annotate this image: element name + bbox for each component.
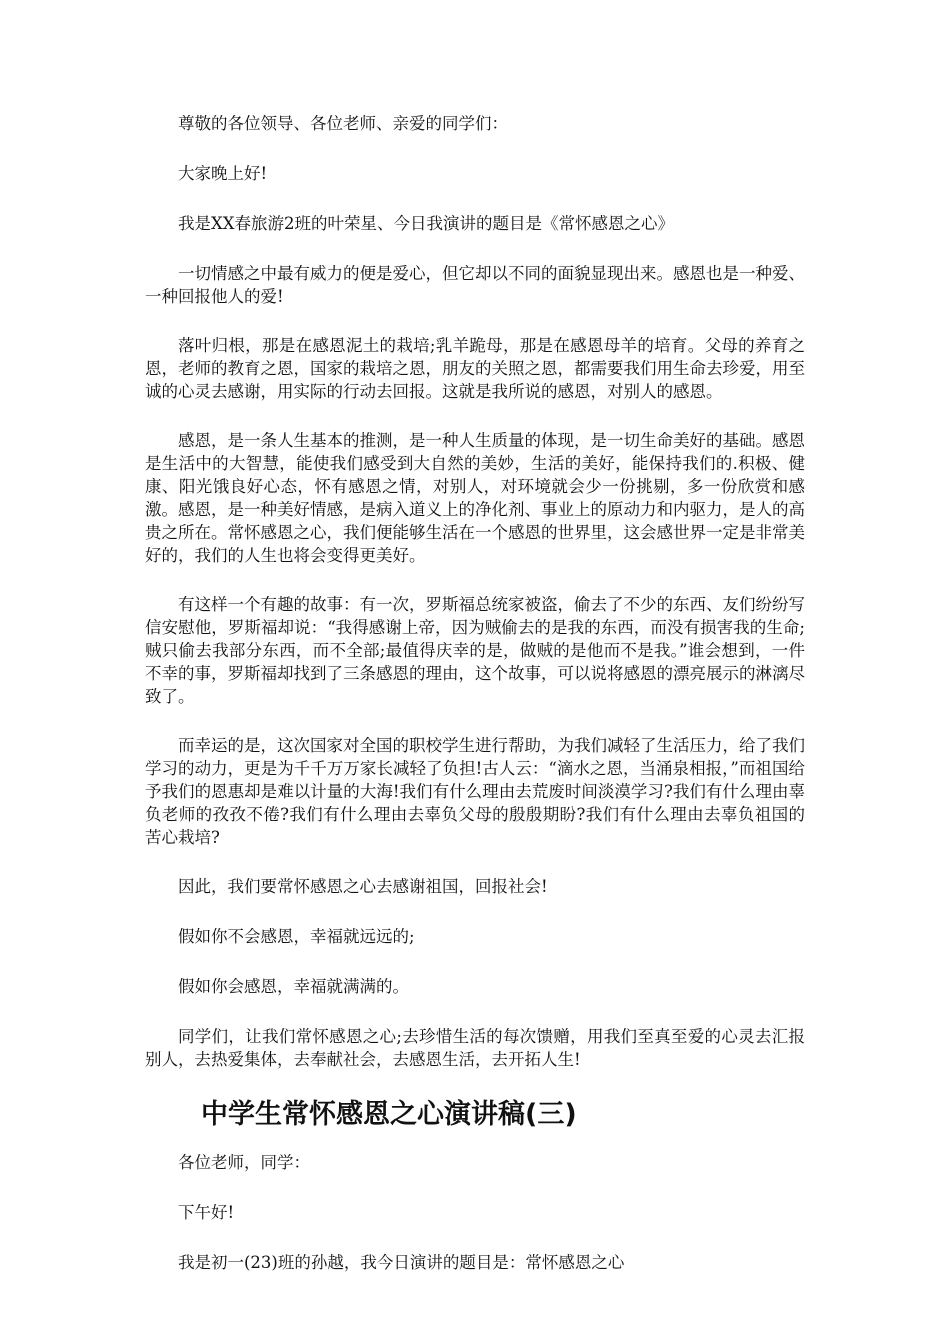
document-body	[145, 112, 805, 1301]
body-paragraph: 感恩，是一条人生基本的推测，是一种人生质量的体现，是一切生命美好的基础。感恩是生活中的大智慧，能使我们感受到大自然的美妙，生活的美好，能保持我们的.积极、健康、阳光饿良好心态，怀有感恩之情，对别人，对环境就会少一份挑剔，多一份欣赏和感激。感恩，是一种美好情感，是病入道义上的净化剂、事业上的原动力和内驱力，是人的高贵之所在。常怀感恩之心，我们便能够生活在一个感恩的世界里，这会感世界一定是非常美好的，我们的人生也将会变得更美好。	[145, 431, 805, 565]
greeting-paragraph: 下午好!	[178, 1203, 235, 1222]
salutation-paragraph: 各位老师，同学：	[178, 1153, 310, 1172]
body-paragraph: 因此，我们要常怀感恩之心去感谢祖国，回报社会!	[178, 877, 548, 896]
body-paragraph: 假如你不会感恩，幸福就远远的;	[178, 927, 415, 946]
salutation-paragraph: 尊敬的各位领导、各位老师、亲爱的同学们：	[178, 114, 508, 133]
intro-paragraph: 我是初一(23)班的孙越，我今日演讲的题目是：常怀感恩之心	[178, 1253, 625, 1272]
body-paragraph: 一切情感之中最有威力的便是爱心，但它却以不同的面貌显现出来。感恩也是一种爱、一种回报他人的爱!	[145, 264, 805, 306]
greeting-paragraph: 大家晚上好!	[178, 164, 268, 183]
section-heading: 中学生常怀感恩之心演讲稿(三)	[201, 1099, 577, 1130]
closing-paragraph: 同学们，让我们常怀感恩之心;去珍惜生活的每次馈赠，用我们至真至爱的心灵去汇报别人，去热爱集体，去奉献社会，去感恩生活，去开拓人生!	[145, 1027, 805, 1069]
body-paragraph: 假如你会感恩，幸福就满满的。	[178, 977, 409, 996]
intro-paragraph: 我是XX春旅游2班的叶荣星、今日我演讲的题目是《常怀感恩之心》	[178, 214, 674, 233]
body-paragraph: 有这样一个有趣的故事：有一次，罗斯福总统家被盗，偷去了不少的东西、友们纷纷写信安慰他，罗斯福却说：“我得感谢上帝，因为贼偷去的是我的东西，而没有损害我的生命;贼只偷去我部分东西，而不全部;最值得庆幸的是，做贼的是他而不是我。”谁会想到，一件不幸的事，罗斯福却找到了三条感恩的理由，这个故事，可以说将感恩的漂亮展示的淋漓尽致了。	[145, 595, 805, 706]
body-paragraph: 落叶归根，那是在感恩泥土的栽培;乳羊跪母，那是在感恩母羊的培育。父母的养育之恩，老师的教育之恩，国家的栽培之恩，朋友的关照之恩，都需要我们用生命去珍爱，用至诚的心灵去感谢，用实际的行动去回报。这就是我所说的感恩，对别人的感恩。	[145, 336, 805, 401]
body-paragraph: 而幸运的是，这次国家对全国的职校学生进行帮助，为我们减轻了生活压力，给了我们学习的动力，更是为千千万万家长减轻了负担!古人云：“滴水之恩，当涌泉相报，”而祖国给予我们的恩惠却是难以计量的大海!我们有什么理由去荒废时间淡漠学习?我们有什么理由辜负老师的孜孜不倦?我们有什么理由去辜负父母的殷殷期盼?我们有什么理由去辜负祖国的苦心栽培?	[145, 736, 805, 847]
